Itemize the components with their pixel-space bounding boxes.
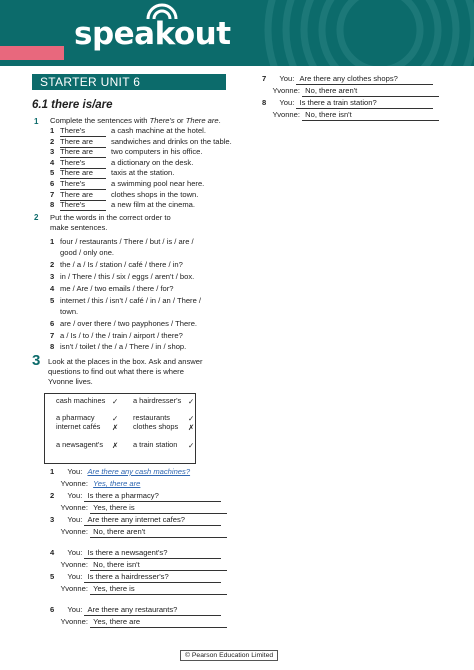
- item-number: 2: [50, 137, 55, 146]
- speaker-you: You:: [67, 491, 83, 500]
- place-label: a newsagent's: [56, 440, 104, 449]
- speaker-you: You:: [67, 515, 83, 524]
- speaker-yvonne: Yvonne:: [272, 110, 300, 119]
- place-label: a train station: [133, 440, 178, 449]
- word-list: are / over there / two payphones / There.: [60, 319, 198, 328]
- item-number: 6: [50, 319, 55, 328]
- answer-field: There's: [60, 179, 106, 190]
- speaker-yvonne: Yvonne:: [60, 503, 88, 512]
- item-number: 1: [50, 237, 55, 246]
- question-answer-line: Is there a newsagent's?: [84, 548, 221, 559]
- item-number: 7: [50, 190, 55, 199]
- exercise-2-item: [50, 318, 240, 329]
- response-line: Yes, there is: [90, 584, 227, 595]
- word-list: four / restaurants / There / but / is / are /: [60, 237, 194, 246]
- exercise-3-instruction: Look at the places in the box. Ask and answer questions to find out what there is where Yvonne lives.: [48, 357, 203, 386]
- exercise-2-item: [50, 341, 240, 352]
- question-answer-line: Are there any restaurants?: [84, 605, 221, 616]
- cross-mark: ✗: [188, 423, 195, 432]
- word-list: in / There / this / six / eggs / aren't / box.: [60, 272, 195, 281]
- question-answer-line: Is there a hairdresser's?: [84, 572, 221, 583]
- dialogue-question: [50, 548, 221, 559]
- answer-field: There are: [60, 190, 106, 201]
- item-number: 5: [50, 572, 55, 581]
- speaker-you: You:: [67, 467, 83, 476]
- dialogue-answer: [56, 527, 227, 538]
- item-number: 3: [50, 147, 55, 156]
- exercise-3-number: 3: [32, 352, 41, 369]
- item-number: 4: [50, 548, 55, 557]
- check-mark: ✓: [112, 414, 119, 423]
- item-number: 8: [50, 200, 55, 209]
- dialogue-question: [50, 515, 221, 526]
- speaker-you: You:: [67, 572, 83, 581]
- speaker-yvonne: Yvonne:: [60, 560, 88, 569]
- place-label: a pharmacy: [56, 413, 95, 422]
- dialogue-answer: [56, 479, 140, 489]
- response-line: No, there aren't: [302, 86, 439, 97]
- exercise-1-number: 1: [34, 117, 39, 126]
- word-list: internet / this / isn't / café / in / an / There /: [60, 296, 202, 305]
- place-label: restaurants: [133, 413, 170, 422]
- question-answer-line: Are there any internet cafes?: [84, 515, 221, 526]
- speaker-yvonne: Yvonne:: [60, 617, 88, 626]
- dialogue-question: [50, 572, 221, 583]
- item-number: 1: [50, 467, 55, 476]
- dialogue-answer: [56, 503, 227, 514]
- exercise-2-item: [50, 259, 240, 270]
- item-number: 6: [50, 605, 55, 614]
- item-number: 1: [50, 126, 55, 135]
- question-answer-line: Is there a pharmacy?: [84, 491, 221, 502]
- dialogue-question: [262, 74, 433, 85]
- section-title: 6.1 there is/are: [32, 99, 113, 111]
- item-number: 8: [262, 98, 267, 107]
- item-number: 3: [50, 272, 55, 281]
- item-number: 7: [262, 74, 267, 83]
- answer-field: There are: [60, 147, 106, 158]
- sentence-text: clothes shops in the town.: [111, 190, 199, 199]
- signal-wave-icon: [142, 2, 182, 20]
- exercise-2-number: 2: [34, 213, 39, 222]
- exercise-1-item: [50, 200, 195, 211]
- item-number: 4: [50, 284, 55, 293]
- exercise-1-item: [50, 126, 206, 137]
- response-line: Yes, there are: [93, 479, 141, 488]
- response-line: No, there isn't: [302, 110, 439, 121]
- sentence-text: taxis at the station.: [111, 168, 175, 177]
- response-line: Yes, there are: [90, 617, 227, 628]
- check-mark: ✓: [188, 441, 195, 450]
- word-list: isn't / toilet / the / a / There / in / shop.: [60, 342, 187, 351]
- response-line: No, there isn't: [90, 560, 227, 571]
- cross-mark: ✗: [112, 423, 119, 432]
- dialogue-question: [50, 491, 221, 502]
- answer-field: There's: [60, 158, 106, 169]
- check-mark: ✓: [112, 397, 119, 406]
- exercise-1-item: [50, 179, 204, 190]
- item-number: 8: [50, 342, 55, 351]
- item-number: 5: [50, 168, 55, 177]
- check-mark: ✓: [188, 414, 195, 423]
- sentence-text: two computers in his office.: [111, 147, 203, 156]
- place-label: internet cafés: [56, 422, 101, 431]
- sentence-text: a new film at the cinema.: [111, 200, 195, 209]
- question-answer-line: Are there any cash machines?: [87, 467, 191, 476]
- sentence-text: sandwiches and drinks on the table.: [111, 137, 232, 146]
- dialogue-answer: [268, 110, 439, 121]
- exercise-2-item: [50, 236, 240, 258]
- header-banner: [0, 0, 474, 66]
- copyright-footer: © Pearson Education Limited: [180, 650, 278, 661]
- sentence-text: a swimming pool near here.: [111, 179, 205, 188]
- speaker-yvonne: Yvonne:: [60, 527, 88, 536]
- sentence-text: a cash machine at the hotel.: [111, 126, 206, 135]
- dialogue-question: [50, 467, 221, 477]
- place-label: clothes shops: [133, 422, 179, 431]
- question-answer-line: Are there any clothes shops?: [296, 74, 433, 85]
- exercise-1-instruction: Complete the sentences with There's or There are.: [50, 116, 221, 125]
- item-number: 7: [50, 331, 55, 340]
- places-box: [44, 393, 196, 464]
- item-number: 5: [50, 296, 55, 305]
- word-list-cont: good / only one.: [60, 248, 115, 257]
- item-number: 3: [50, 515, 55, 524]
- exercise-2-item: [50, 283, 240, 294]
- unit-title: STARTER UNIT 6: [32, 74, 226, 90]
- answer-field: There are: [60, 137, 106, 148]
- answer-field: There's: [60, 126, 106, 137]
- word-list: me / Are / two emails / there / for?: [60, 284, 174, 293]
- item-number: 4: [50, 158, 55, 167]
- speaker-you: You:: [67, 605, 83, 614]
- exercise-1-item: [50, 147, 202, 158]
- speakout-logo: speakout: [74, 16, 231, 52]
- speaker-yvonne: Yvonne:: [60, 479, 88, 488]
- check-mark: ✓: [188, 397, 195, 406]
- dialogue-question: [50, 605, 221, 616]
- dialogue-answer: [56, 584, 227, 595]
- speaker-yvonne: Yvonne:: [60, 584, 88, 593]
- answer-field: There are: [60, 168, 106, 179]
- item-number: 2: [50, 260, 55, 269]
- exercise-1-item: [50, 168, 174, 179]
- exercise-2-item: [50, 330, 240, 341]
- exercise-2-item: [50, 295, 240, 317]
- response-line: Yes, there is: [90, 503, 227, 514]
- response-line: No, there aren't: [90, 527, 227, 538]
- dialogue-answer: [268, 86, 439, 97]
- place-label: a hairdresser's: [133, 396, 182, 405]
- speaker-yvonne: Yvonne:: [272, 86, 300, 95]
- decorative-circles: [240, 0, 474, 66]
- cross-mark: ✗: [112, 441, 119, 450]
- question-answer-line: Is there a train station?: [296, 98, 433, 109]
- place-label: cash machines: [56, 396, 106, 405]
- sentence-text: a dictionary on the desk.: [111, 158, 194, 167]
- exercise-2-item: [50, 271, 240, 282]
- dialogue-answer: [56, 560, 227, 571]
- dialogue-answer: [56, 617, 227, 628]
- speaker-you: You:: [67, 548, 83, 557]
- word-list: the / a / Is / station / café / there / in?: [60, 260, 183, 269]
- item-number: 2: [50, 491, 55, 500]
- item-number: 6: [50, 179, 55, 188]
- dialogue-question: [262, 98, 433, 109]
- answer-field: There's: [60, 200, 106, 211]
- word-list-cont: town.: [60, 307, 79, 316]
- speaker-you: You:: [279, 74, 295, 83]
- word-list: a / Is / to / the / train / airport / there?: [60, 331, 183, 340]
- exercise-2-instruction: Put the words in the correct order to make sentences.: [50, 213, 171, 232]
- pink-accent-bar: [0, 46, 64, 60]
- speaker-you: You:: [279, 98, 295, 107]
